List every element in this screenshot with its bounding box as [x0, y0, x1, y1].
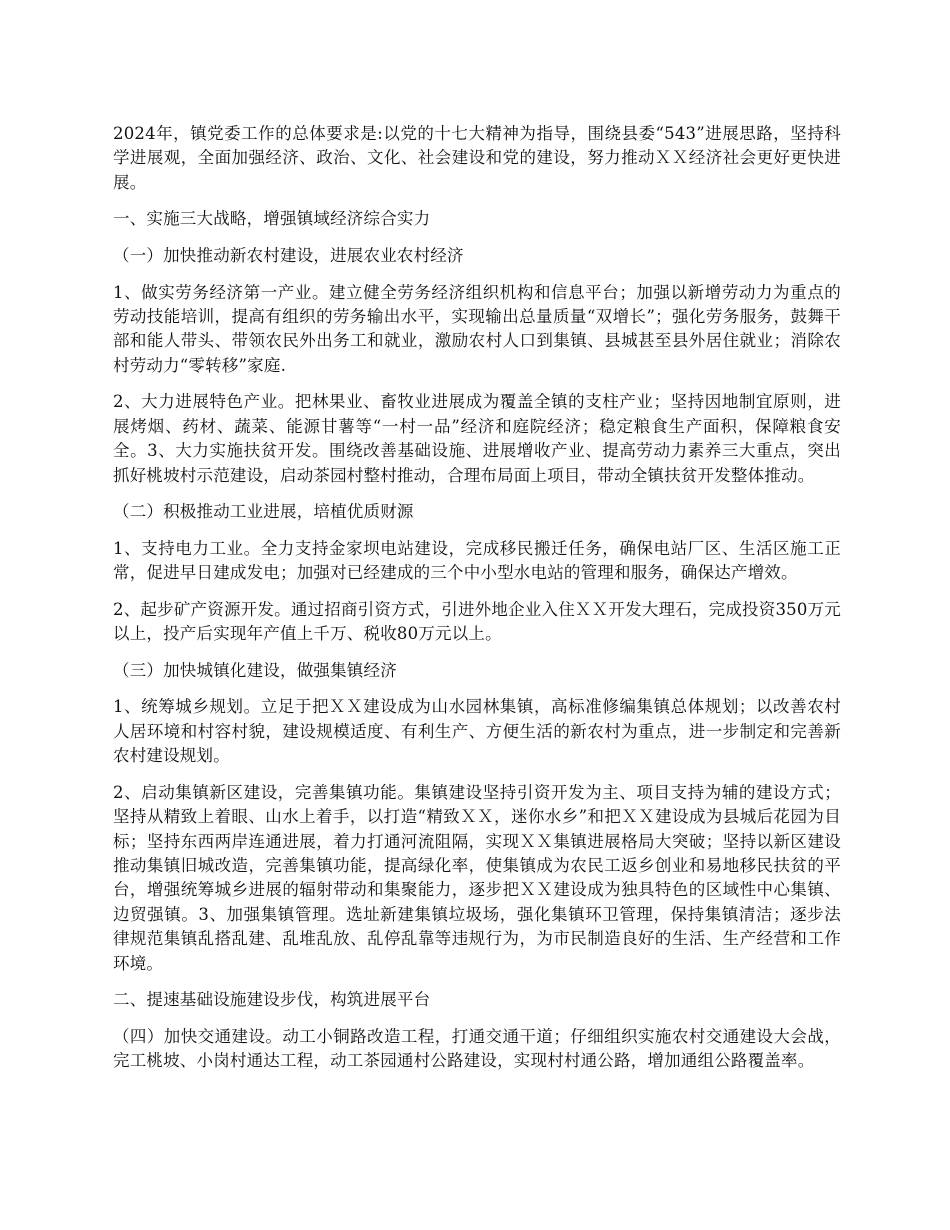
paragraph-new-district: 2、启动集镇新区建设，完善集镇功能。集镇建设坚持引资开发为主、项目支持为辅的建设方式；坚持从精致上着眼、山水上着手，以打造“精致ＸＸ，迷你水乡”和把ＸＸ建设成为县城后花园为目标；坚持东西两岸连通进展，着力打通河流阻隔，实现ＸＸ集镇进展格局大突破；坚持以新区建设推动集镇旧城改造，完善集镇功能，提高绿化率，使集镇成为农民工返乡创业和易地移民扶贫的平台，增强统筹城乡进展的辐射带动和集聚能力，逐步把ＸＸ建设成为独具特色的区域性中心集镇、边贸强镇。3、加强集镇管理。选址新建集镇垃圾场，强化集镇环卫管理，保持集镇清洁；逐步法律规范集镇乱搭乱建、乱堆乱放、乱停乱靠等违规行为，为市民制造良好的生活、生产经营和工作环境。	[113, 782, 841, 973]
document-body	[113, 122, 841, 1086]
subsection-heading-3: （三）加快城镇化建设，做强集镇经济	[113, 660, 397, 680]
paragraph-urban-rural-planning: 1、统筹城乡规划。立足于把ＸＸ建设成为山水园林集镇，高标准修编集镇总体规划；以改善农村人居环境和村容村貌，建设规模适度、有利生产、方便生活的新农村为重点，进一步制定和完善新农村建设规划。	[113, 697, 841, 766]
section-heading-1: 一、实施三大战略，增强镇域经济综合实力	[113, 209, 431, 229]
subsection-heading-2: （二）积极推动工业进展，培植优质财源	[113, 502, 414, 522]
paragraph-mineral-resources: 2、起步矿产资源开发。通过招商引资方式，引进外地企业入住ＸＸ开发大理石，完成投资350万元以上，投产后实现年产值上千万、税收80万元以上。	[113, 599, 841, 644]
paragraph-labor-economy: 1、做实劳务经济第一产业。建立健全劳务经济组织机构和信息平台；加强以新增劳动力为重点的劳动技能培训，提高有组织的劳务输出水平，实现输出总量质量“双增长”；强化劳务服务，鼓舞干部和能人带头、带领农民外出务工和就业，激励农村人口到集镇、县城甚至县外居住就业；消除农村劳动力“零转移”家庭.	[113, 282, 841, 375]
paragraph-transport: （四）加快交通建设。动工小铜路改造工程，打通交通干道；仔细组织实施农村交通建设大会战，完工桃坡、小岗村通达工程，动工茶园通村公路建设，实现村村通公路，增加通组公路覆盖率。	[113, 1026, 841, 1071]
subsection-heading-1: （一）加快推动新农村建设，进展农业农村经济	[113, 246, 464, 265]
section-heading-2: 二、提速基础设施建设步伐，构筑进展平台	[113, 990, 431, 1010]
paragraph-power-industry: 1、支持电力工业。全力支持金家坝电站建设，完成移民搬迁任务，确保电站厂区、生活区施工正常，促进早日建成发电；加强对已经建成的三个中小型水电站的管理和服务，确保达产增效。	[113, 538, 841, 583]
paragraph-specialty-industry: 2、大力进展特色产业。把林果业、畜牧业进展成为覆盖全镇的支柱产业；坚持因地制宜原则，进展烤烟、药材、蔬菜、能源甘薯等“一村一品”经济和庭院经济；稳定粮食生产面积，保障粮食安全。3、大力实施扶贫开发。围绕改善基础设施、进展增收产业、提高劳动力素养三大重点，突出抓好桃坡村示范建设，启动茶园村整村推动，合理布局面上项目，带动全镇扶贫开发整体推动。	[113, 392, 841, 485]
intro-paragraph: 2024年，镇党委工作的总体要求是:以党的十七大精神为指导，围绕县委“543”进展思路，坚持科学进展观，全面加强经济、政治、文化、社会建设和党的建设，努力推动ＸＸ经济社会更好更快进展。	[113, 124, 841, 192]
